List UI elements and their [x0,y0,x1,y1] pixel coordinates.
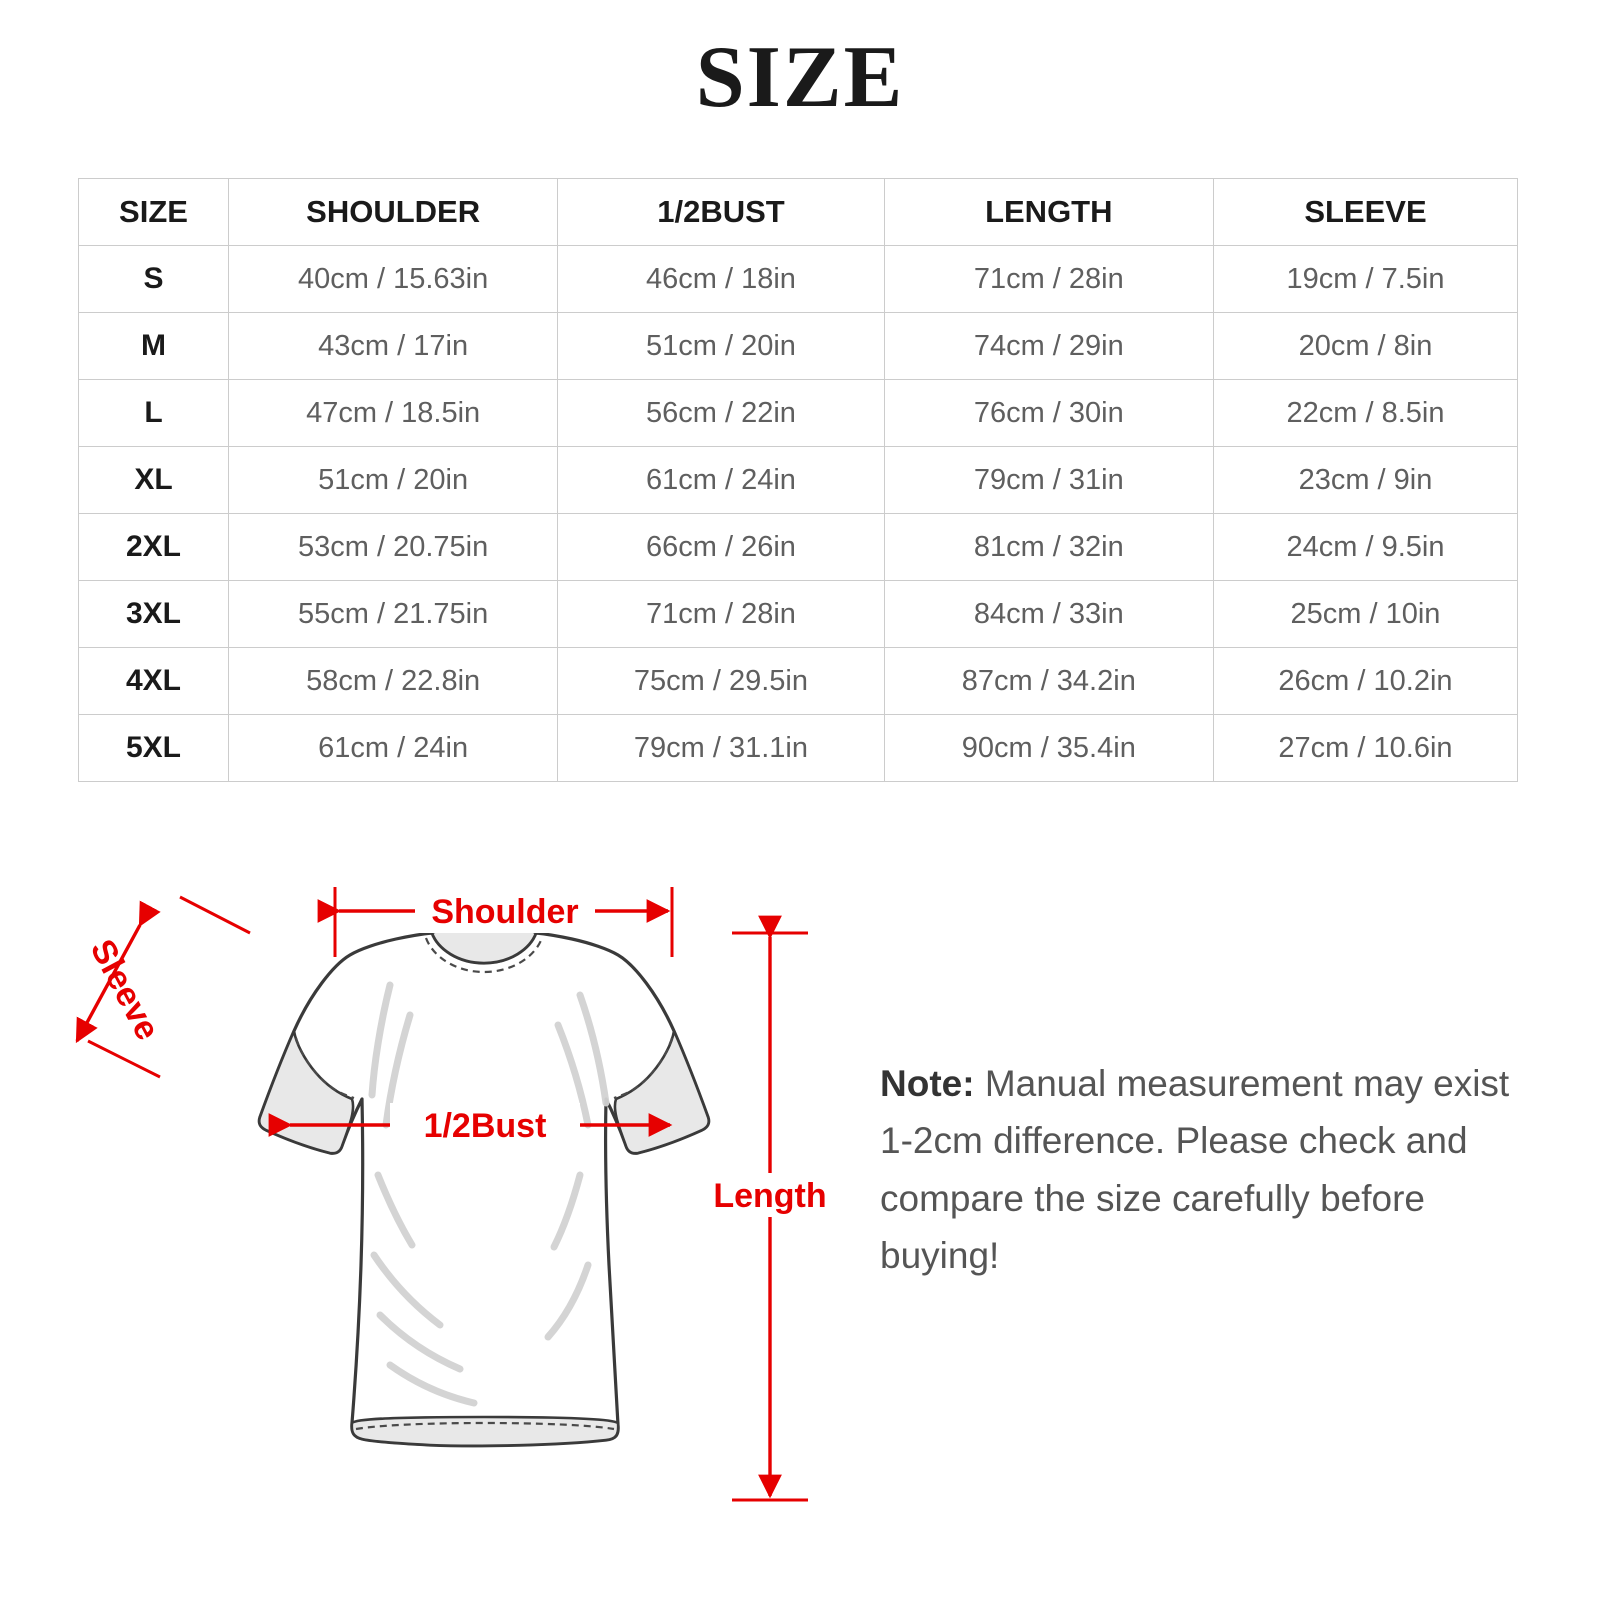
bust-label: 1/2Bust [423,1107,547,1145]
cell-bust: 56cm / 22in [558,380,884,447]
cell-bust: 61cm / 24in [558,447,884,514]
cell-bust: 66cm / 26in [558,514,884,581]
cell-length: 76cm / 30in [884,380,1213,447]
cell-length: 81cm / 32in [884,514,1213,581]
length-dimension [713,933,826,1500]
cell-sleeve: 20cm / 8in [1213,313,1517,380]
cell-bust: 46cm / 18in [558,246,884,313]
table-row [79,313,1518,380]
cell-size: XL [79,447,229,514]
cell-size: M [79,313,229,380]
cell-shoulder: 43cm / 17in [228,313,557,380]
table-row [79,380,1518,447]
tshirt-illustration [259,925,709,1446]
cell-sleeve: 27cm / 10.6in [1213,715,1517,782]
column-header-sleeve: SLEEVE [1213,179,1517,246]
table-header-row [79,179,1518,246]
cell-shoulder: 51cm / 20in [228,447,557,514]
cell-size: S [79,246,229,313]
table-row [79,514,1518,581]
cell-size: L [79,380,229,447]
column-header-length: LENGTH [884,179,1213,246]
cell-shoulder: 47cm / 18.5in [228,380,557,447]
column-header-bust: 1/2BUST [558,179,884,246]
column-header-size: SIZE [79,179,229,246]
cell-bust: 71cm / 28in [558,581,884,648]
length-label: Length [713,1177,827,1215]
cell-sleeve: 25cm / 10in [1213,581,1517,648]
cell-length: 87cm / 34.2in [884,648,1213,715]
note-text: Manual measurement may exist 1-2cm difference. Please check and compare the size carefully before buying! [880,1063,1510,1277]
measurement-diagram [60,845,860,1545]
cell-length: 84cm / 33in [884,581,1213,648]
cell-size: 4XL [79,648,229,715]
cell-size: 3XL [79,581,229,648]
cell-shoulder: 40cm / 15.63in [228,246,557,313]
table-row [79,246,1518,313]
note-block [880,1055,1520,1284]
cell-shoulder: 58cm / 22.8in [228,648,557,715]
sleeve-label: Sleeve [82,933,167,1047]
column-header-shoulder: SHOULDER [228,179,557,246]
cell-length: 90cm / 35.4in [884,715,1213,782]
cell-sleeve: 23cm / 9in [1213,447,1517,514]
note-label: Note: [880,1063,975,1104]
table-row [79,447,1518,514]
table-row [79,581,1518,648]
cell-size: 2XL [79,514,229,581]
cell-bust: 51cm / 20in [558,313,884,380]
cell-sleeve: 26cm / 10.2in [1213,648,1517,715]
table-row [79,648,1518,715]
cell-shoulder: 61cm / 24in [228,715,557,782]
cell-shoulder: 53cm / 20.75in [228,514,557,581]
sleeve-dimension [77,897,250,1077]
size-chart-table [78,178,1518,782]
cell-length: 79cm / 31in [884,447,1213,514]
cell-sleeve: 22cm / 8.5in [1213,380,1517,447]
cell-length: 71cm / 28in [884,246,1213,313]
shoulder-label: Shoulder [431,893,579,931]
cell-size: 5XL [79,715,229,782]
cell-bust: 79cm / 31.1in [558,715,884,782]
cell-length: 74cm / 29in [884,313,1213,380]
cell-sleeve: 24cm / 9.5in [1213,514,1517,581]
cell-shoulder: 55cm / 21.75in [228,581,557,648]
cell-bust: 75cm / 29.5in [558,648,884,715]
cell-sleeve: 19cm / 7.5in [1213,246,1517,313]
page-title: SIZE [695,29,905,126]
table-row [79,715,1518,782]
